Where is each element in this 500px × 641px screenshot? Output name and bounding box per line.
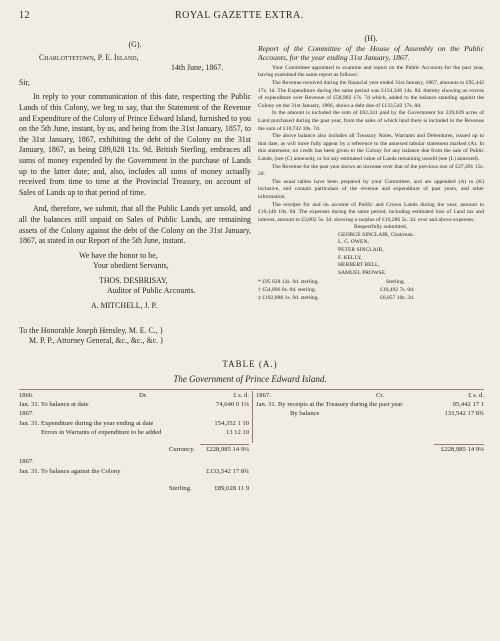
table-rule-total-right	[434, 444, 484, 445]
committee-names	[258, 232, 484, 278]
credit-label: Cr.	[376, 392, 384, 399]
signer-mitchell: A. MITCHELL, J. P.	[91, 301, 157, 311]
report-paragraph-6: The usual tables have been prepared by your Committee, and are appended (A) to (K) inclusive, and contain particulars of the revenue and expenditure of past years, and other information.	[258, 178, 484, 200]
closing-servants: Your obedient Servants,	[93, 261, 169, 271]
table-amount: £228,985 14 9¼	[441, 446, 484, 453]
credit-year: 1867.	[256, 392, 271, 399]
addressee-line-1: To the Honorable Joseph Hensley, M. E. C., }	[19, 325, 164, 335]
table-subtitle: The Government of Prince Edward Island.	[173, 374, 327, 384]
letter-g	[19, 40, 251, 347]
report-paragraph-3: In the amount is included the sum of £82,341 paid by the Government for 229,639 acres of Land purchased during the past year, from the sales of which land there is included in the Revenue the sum of £10,742 10s. 7d.	[258, 110, 484, 132]
table-amount: 95,442 17 1	[452, 401, 484, 408]
signer-desbrisay: THOS. DESBRISAY,	[99, 275, 168, 285]
table-center-divider	[252, 391, 253, 443]
table-amount: £133,542 17 8¾	[206, 468, 249, 475]
table-label: TABLE (A.)	[222, 359, 278, 369]
letter-paragraph-2: And, therefore, we submit, that all the Public Lands yet unsold, and all the balances still unpaid on Sales of Public Lands, are remaining assets of the Colony against the debt of the Colony on the 31st January, 1867, as stated in our Report of the 5th June, instant.	[19, 204, 251, 246]
page-number: 12	[19, 10, 30, 21]
table-amount: 133,542 17 8¾	[444, 410, 484, 417]
respectfully-submitted: Respectfully submitted,	[354, 224, 408, 231]
footnote-3: ‡ £102,888 1s. 9d. sterling.	[258, 294, 319, 301]
footnotes	[258, 279, 484, 303]
committee-member: SAMUEL PROWSE.	[338, 269, 387, 276]
footnote-1: * £95 628 12s. 9d. sterling.	[258, 279, 319, 286]
place-line: Charlottetown, P. E. Island,	[39, 52, 139, 62]
table-row: Jan. 31. By receipts at the Treasury during the past year	[256, 401, 403, 408]
salutation: Sir,	[19, 77, 30, 87]
report-paragraph-4: The above balance also includes all Treasury Notes, Warrants and Debentures, issued up to that date, as will more fully appear by a reference to the annexed tabular statement marked (A). In this statement, no credit has been given to the Colony for any balance due from the sale of Public Lands, (see (C) annexed), or for any estimated value of Lands remaining unsold (see (L) annexed).	[258, 133, 484, 162]
report-paragraph-2: The Revenue received during the financial year ended 31st January, 1867, amounts to £95,442 17s. 1d. The Expenditure during the same period was £154,346 14s. 8d. thereby showing an excess of expenditure over Revenue of £58,902 17s. 7d which, added to the balance standing against the Colony on the 31st January, 1866, shows a debt due of £133,542 17s. 8d.	[258, 80, 484, 109]
section-label-h: (H).	[364, 34, 378, 43]
addressee-line-2: M. P. P., Attorney General, &c., &c., &c. }	[29, 336, 164, 346]
report-h	[258, 34, 484, 303]
committee-member: PETER SINCLAIR,	[338, 247, 384, 254]
table-credit-side	[256, 392, 484, 456]
table-row: Currency.	[169, 446, 195, 453]
footnote-side-2: £10,492 7s. 0d.	[380, 287, 415, 294]
debit-label: Dr.	[139, 392, 148, 399]
report-title: Report of the Committee of the House of Assembly on the Public Accounts, for the year ending 31st January, 1867.	[258, 44, 484, 63]
report-paragraph-5: The Revenue for the past year shows an increase over that of the previous one of £27,491 15s. 2d.	[258, 163, 484, 178]
table-amount: 13 12 10	[225, 429, 249, 436]
table-amount: £228,985 14 9¼	[206, 446, 249, 453]
table-amount: 154,352 1 10	[214, 420, 249, 427]
table-rule-top	[19, 389, 484, 390]
debit-lsd: £ s. d.	[233, 392, 249, 399]
table-row: 1867.	[19, 410, 34, 417]
table-row: Jan. 31. To balance at date	[19, 401, 89, 408]
footnote-side-1: Sterling.	[386, 279, 406, 286]
table-row: Errors in Warrants of expenditure to be added	[41, 429, 162, 436]
committee-member: L. C. OWEN,	[338, 239, 369, 246]
table-row: Sterling.	[169, 485, 192, 492]
letter-paragraph-1: In reply to your communication of this date, respecting the Public Lands of this Colony, we beg to say, that the Statement of the Revenue and Expenditure of the Colony of Prince Edward Island, furnished to you on the 5th June, instant, by us, and being from the 31st January, 1857, to the 31st January, 1867, exhibiting the debt of the Colony on the 31st January, 1867, as being £89,028 11s. 9d. British Sterling, embraces all sums of money expended by the Government in the purchase of Lands up to the latter date; and, also, includes all sums of money actually received from time to time at the Provincial Treasury, on account of Sales of Lands up to that period of time.	[19, 92, 251, 197]
committee-member: HERBERT BELL,	[338, 262, 380, 269]
committee-member: GEORGE SINCLAIR, Chairman.	[338, 231, 415, 238]
table-row: Jan. 31. To balance against the Colony	[19, 468, 121, 475]
table-rule-total-left	[200, 444, 249, 445]
committee-member: F. KELLY,	[338, 254, 362, 261]
table-row: By balance	[290, 410, 320, 417]
credit-lsd: £ s. d.	[468, 392, 484, 399]
report-paragraph-7: The receipts for and on account of Public and Crown Lands during the year, amount to £10,148 10s. 6d. The expenses during the same period, including estimated loss of Land tax and interest, amount to £3,802 5s. 3d. showing a surplus of £10,286 5s. 3d. over and above expenses.	[258, 201, 484, 223]
table-amount: 74,640 0 1¼	[216, 401, 249, 408]
table-row: 1867.	[19, 458, 34, 465]
gazette-title: ROYAL GAZETTE EXTRA.	[175, 10, 304, 21]
date-line: 14th June, 1867.	[171, 63, 224, 73]
footnote-side-3: £6,857 10s. 2d.	[380, 294, 415, 301]
signer-title: Auditor of Public Accounts.	[107, 286, 196, 296]
table-row: Jan. 31. Expenditure during the year ending at date	[19, 420, 154, 427]
closing-line: We have the honor to be,	[79, 250, 158, 260]
report-paragraph-1: Your Committee appointed to examine and report on the Public Accounts for the past year, having examined the same report as follows:	[258, 64, 484, 79]
table-amount: £89,028 11 9	[214, 485, 249, 492]
section-label: (G).	[128, 40, 142, 49]
footnote-2: † £54,896 0s. 0d. sterling.	[258, 287, 317, 294]
debit-year: 1866.	[19, 392, 34, 399]
